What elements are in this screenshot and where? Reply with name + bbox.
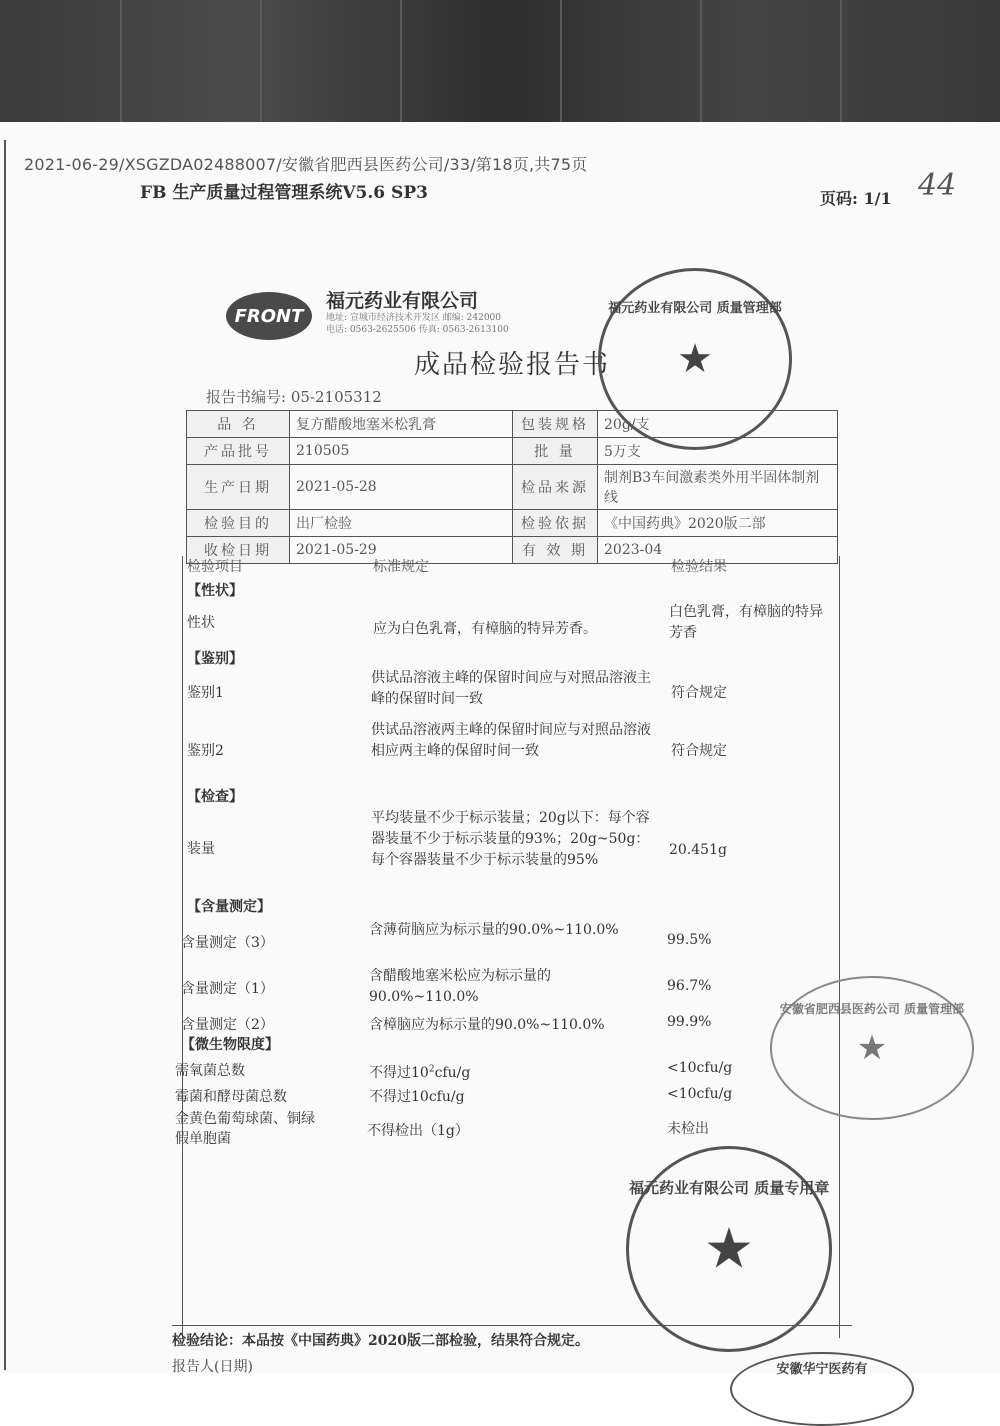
section-assay: 【含量测定】	[187, 899, 271, 915]
character-item: 性状	[187, 615, 215, 631]
address-line: 地址: 宣城市经济技术开发区 邮编: 242000	[326, 313, 502, 323]
company-quality-stamp	[598, 268, 792, 450]
staph-item-line2: 假单胞菌	[175, 1131, 231, 1147]
fill-item: 装量	[187, 841, 215, 857]
aerobic-item: 需氧菌总数	[175, 1063, 245, 1079]
expiry-value: 2023-04	[598, 537, 838, 564]
mold-standard: 不得过10cfu/g	[369, 1089, 465, 1105]
section-check: 【检查】	[187, 789, 243, 805]
handwritten-number: 44	[918, 168, 957, 203]
product-name-value: 复方醋酸地塞米松乳膏	[290, 411, 513, 438]
page-edge	[4, 140, 16, 1370]
identification2-result: 符合规定	[671, 743, 727, 759]
staph-result: 未检出	[667, 1121, 709, 1137]
table-row	[187, 465, 838, 510]
aerobic-result: <10cfu/g	[667, 1060, 733, 1076]
star-icon: ★	[703, 1216, 755, 1282]
section-character: 【性状】	[187, 583, 243, 599]
package-value: 20g/支	[598, 411, 838, 438]
aerobic-standard-base: 不得过10	[369, 1065, 429, 1081]
expiry-label: 有 效 期	[513, 537, 598, 564]
production-date-value: 2021-05-28	[290, 465, 513, 510]
production-date-label: 生产日期	[187, 465, 290, 510]
company-address	[326, 312, 509, 336]
aerobic-standard-unit: cfu/g	[434, 1065, 471, 1081]
assay3-item: 含量测定（3）	[181, 935, 274, 951]
table-row	[187, 510, 838, 537]
page-number: 页码: 1/1	[820, 189, 892, 208]
stamp-text: 安徽华宁医药有	[776, 1362, 868, 1377]
identification2-item: 鉴别2	[187, 743, 224, 759]
distributor-stamp	[770, 976, 974, 1120]
package-label: 包装规格	[513, 411, 598, 438]
batch-label: 产品批号	[187, 438, 290, 465]
phone-line: 电话: 0563-2625506 传真: 0563-2613100	[326, 325, 509, 335]
company-name: 福元药业有限公司	[326, 290, 479, 312]
stamp-text: 福元药业有限公司 质量专用章	[629, 1179, 830, 1197]
column-header-item: 检验项目	[187, 559, 243, 575]
assay2-standard: 含樟脑应为标示量的90.0%~110.0%	[369, 1017, 605, 1033]
identification1-standard: 供试品溶液主峰的保留时间应与对照品溶液主峰的保留时间一致	[371, 670, 651, 707]
star-icon: ★	[856, 1028, 888, 1068]
assay2-item: 含量测定（2）	[181, 1017, 274, 1033]
stamp-text: 福元药业有限公司 质量管理部	[608, 301, 782, 316]
identification1-item: 鉴别1	[187, 685, 224, 701]
identification1-result: 符合规定	[671, 685, 727, 701]
partial-stamp	[730, 1352, 914, 1426]
basis-label: 检验依据	[513, 510, 598, 537]
document-title: 成品检验报告书	[414, 350, 611, 380]
character-standard: 应为白色乳膏，有樟脑的特异芳香。	[373, 621, 597, 637]
staph-item-line1: 金黄色葡萄球菌、铜绿	[175, 1111, 315, 1127]
product-name-label: 品 名	[187, 411, 290, 438]
assay3-standard: 含薄荷脑应为标示量的90.0%~110.0%	[369, 922, 619, 938]
mold-item: 霉菌和酵母菌总数	[175, 1089, 287, 1105]
staph-item	[175, 1108, 315, 1148]
receive-date-label: 收检日期	[187, 537, 290, 564]
fill-standard: 平均装量不少于标示装量；20g以下：每个容器装量不少于标示装量的93%；20g~50g：每个容器装量不少于标示装量的95%	[371, 810, 650, 868]
staph-standard: 不得检出（1g）	[367, 1123, 469, 1139]
report-number: 报告书编号: 05-2105312	[206, 388, 382, 406]
table-row	[187, 438, 838, 465]
assay3-result: 99.5%	[667, 932, 712, 948]
identification2-standard: 供试品溶液两主峰的保留时间应与对照品溶液相应两主峰的保留时间一致	[371, 722, 651, 759]
mold-result: <10cfu/g	[667, 1086, 733, 1102]
assay1-result: 96.7%	[667, 978, 712, 994]
reporter-label: 报告人(日期)	[172, 1359, 253, 1375]
source-value: 制剂B3车间激素类外用半固体制剂线	[598, 465, 838, 510]
quality-seal-stamp	[626, 1146, 832, 1352]
assay1-item: 含量测定（1）	[181, 981, 274, 997]
star-icon: ★	[677, 336, 713, 382]
scanner-top-bar	[0, 0, 1000, 122]
batch-value: 210505	[290, 438, 513, 465]
aerobic-standard-exponent: 2	[428, 1064, 435, 1075]
source-label: 检品来源	[513, 465, 598, 510]
section-identification: 【鉴别】	[187, 651, 243, 667]
inspection-conclusion: 检验结论：本品按《中国药典》2020版二部检验，结果符合规定。	[172, 1325, 852, 1350]
stamp-text: 安徽省肥西县医药公司 质量管理部	[779, 1002, 965, 1016]
basis-value: 《中国药典》2020版二部	[598, 510, 838, 537]
column-header-result: 检验结果	[671, 559, 727, 575]
character-result: 白色乳膏，有樟脑的特异芳香	[669, 604, 823, 641]
lot-value: 5万支	[598, 438, 838, 465]
column-header-standard: 标准规定	[373, 559, 429, 575]
company-logo: FRONT	[226, 292, 312, 340]
purpose-value: 出厂检验	[290, 510, 513, 537]
purpose-label: 检验目的	[187, 510, 290, 537]
lot-label: 批 量	[513, 438, 598, 465]
document-meta-line: 2021-06-29/XSGZDA02488007/安徽省肥西县医药公司/33/第18页,共75页	[24, 155, 588, 174]
fill-result: 20.451g	[669, 842, 727, 858]
assay1-standard: 含醋酸地塞米松应为标示量的90.0%~110.0%	[369, 968, 551, 1005]
section-microbial: 【微生物限度】	[181, 1037, 279, 1053]
aerobic-standard	[369, 1062, 470, 1082]
receive-date-value: 2021-05-29	[290, 537, 513, 564]
assay2-result: 99.9%	[667, 1014, 712, 1030]
system-name: FB 生产质量过程管理系统V5.6 SP3	[140, 183, 428, 203]
